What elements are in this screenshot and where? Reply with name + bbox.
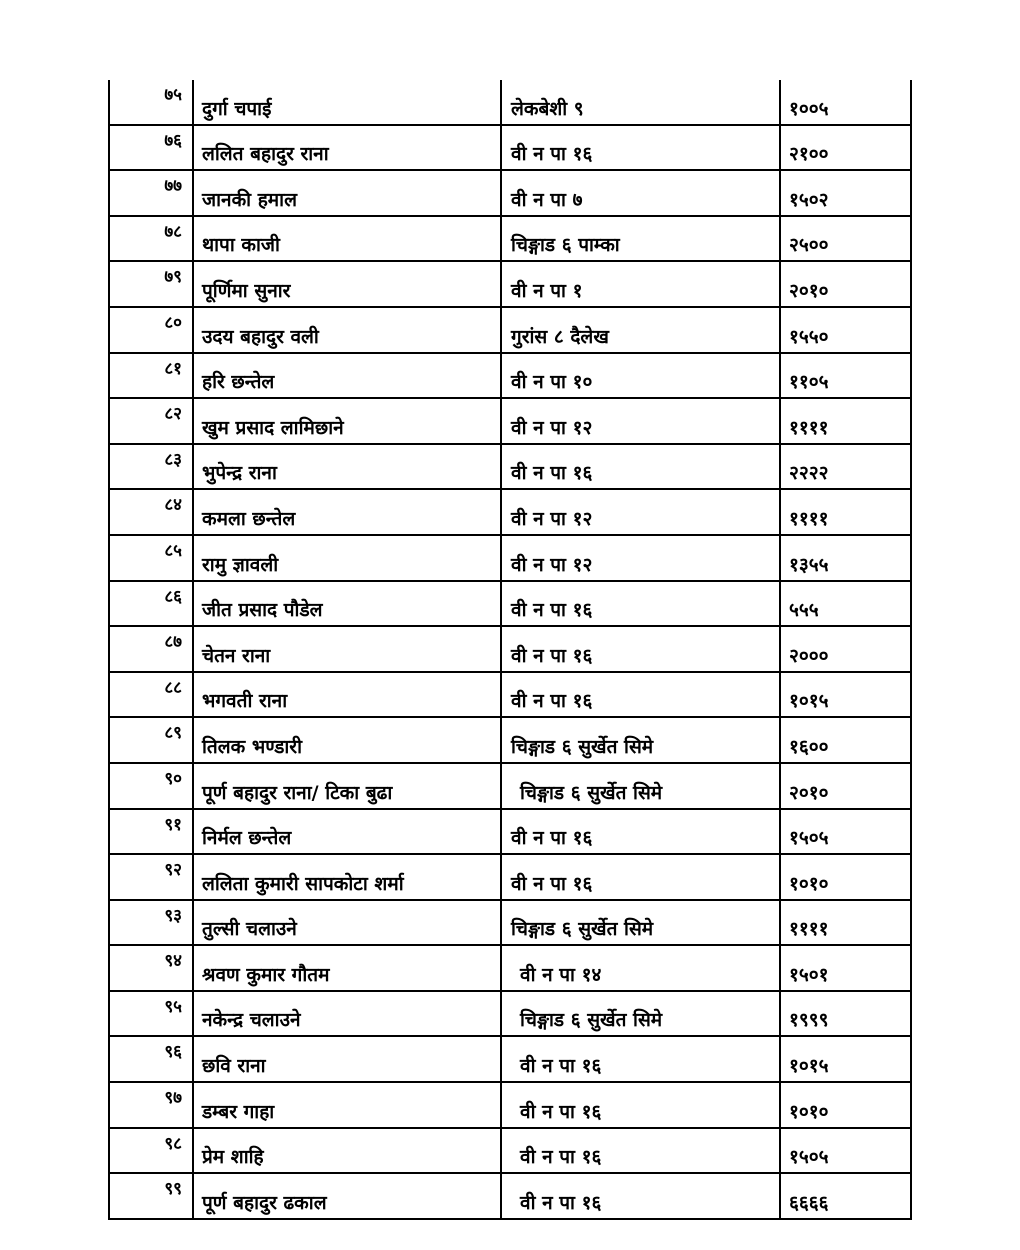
table-row [109,170,911,216]
address-cell: वी न पा १२ [501,489,780,535]
table-row [109,1173,911,1219]
serial-number-cell: ८७ [109,626,193,672]
serial-number-cell: ९२ [109,854,193,900]
amount-cell: २२२२ [780,444,911,490]
table-row [109,535,911,581]
amount-cell: १०१० [780,854,911,900]
address-cell: वी न पा १६ [501,1128,780,1174]
amount-cell: १०१५ [780,672,911,718]
amount-cell: २५०० [780,216,911,262]
address-cell: वी न पा १६ [501,1036,780,1082]
name-cell: श्रवण कुमार गौतम [193,945,501,991]
serial-number-cell: ८४ [109,489,193,535]
name-cell: उदय बहादुर वली [193,307,501,353]
name-cell: चेतन राना [193,626,501,672]
address-cell: चिङ्गाड ६ सुर्खेत सिमे [501,763,780,809]
serial-number-cell: ७७ [109,170,193,216]
amount-cell: २००० [780,626,911,672]
serial-number-cell: ७९ [109,261,193,307]
table-row [109,763,911,809]
amount-cell: ६६६६ [780,1173,911,1219]
address-cell: वी न पा १६ [501,581,780,627]
name-cell: रामु ज्ञावली [193,535,501,581]
name-cell: तिलक भण्डारी [193,717,501,763]
amount-cell: १०१० [780,1082,911,1128]
address-cell: वी न पा १६ [501,854,780,900]
name-cell: डम्बर गाहा [193,1082,501,1128]
amount-cell: १०१५ [780,1036,911,1082]
serial-number-cell: ९८ [109,1128,193,1174]
address-cell: वी न पा १४ [501,945,780,991]
table-row [109,489,911,535]
name-cell: जानकी हमाल [193,170,501,216]
table-row [109,626,911,672]
serial-number-cell: ९४ [109,945,193,991]
amount-cell: १९९९ [780,991,911,1037]
table-row [109,900,911,946]
serial-number-cell: ८३ [109,444,193,490]
amount-cell: १६०० [780,717,911,763]
serial-number-cell: ८१ [109,353,193,399]
amount-cell: ११११ [780,489,911,535]
serial-number-cell: ८५ [109,535,193,581]
table-row [109,353,911,399]
address-cell: चिङ्गाड ६ सुर्खेत सिमे [501,900,780,946]
name-cell: ललिता कुमारी सापकोटा शर्मा [193,854,501,900]
table-row [109,444,911,490]
name-cell: जीत प्रसाद पौडेल [193,581,501,627]
table-row [109,717,911,763]
serial-number-cell: ९५ [109,991,193,1037]
amount-cell: १५०५ [780,809,911,855]
address-cell: वी न पा १६ [501,1173,780,1219]
serial-number-cell: ८६ [109,581,193,627]
address-cell: चिङ्गाड ६ पाम्का [501,216,780,262]
address-cell: वी न पा ७ [501,170,780,216]
serial-number-cell: ९३ [109,900,193,946]
table-row [109,581,911,627]
serial-number-cell: ७८ [109,216,193,262]
serial-number-cell: ९० [109,763,193,809]
serial-number-cell: ९६ [109,1036,193,1082]
table-row [109,1036,911,1082]
serial-number-cell: ९९ [109,1173,193,1219]
serial-number-cell: ८९ [109,717,193,763]
name-cell: दुर्गा चपाई [193,80,501,125]
table-row [109,125,911,171]
amount-cell: १५५० [780,307,911,353]
amount-cell: २०१० [780,261,911,307]
amount-cell: १००५ [780,80,911,125]
table-row [109,307,911,353]
address-cell: वी न पा १६ [501,672,780,718]
table-row [109,1082,911,1128]
address-cell: चिङ्गाड ६ सुर्खेत सिमे [501,717,780,763]
name-cell: निर्मल छन्तेल [193,809,501,855]
name-cell: कमला छन्तेल [193,489,501,535]
address-cell: वी न पा १६ [501,626,780,672]
address-cell: वी न पा १२ [501,398,780,444]
serial-number-cell: ८० [109,307,193,353]
name-cell: प्रेम शाहि [193,1128,501,1174]
table-row [109,854,911,900]
serial-number-cell: ७५ [109,80,193,125]
name-cell: पूर्ण बहादुर राना/ टिका बुढा [193,763,501,809]
address-cell: वी न पा १२ [501,535,780,581]
address-cell: वी न पा १६ [501,1082,780,1128]
donor-table-body [109,80,911,1219]
table-row [109,216,911,262]
name-cell: नकेन्द्र चलाउने [193,991,501,1037]
address-cell: वी न पा १६ [501,125,780,171]
table-row [109,991,911,1037]
address-cell: गुरांस ८ दैलेख [501,307,780,353]
table-row [109,945,911,991]
table-row [109,809,911,855]
amount-cell: १३५५ [780,535,911,581]
amount-cell: १५०१ [780,945,911,991]
name-cell: तुल्सी चलाउने [193,900,501,946]
amount-cell: ११११ [780,398,911,444]
amount-cell: १५०२ [780,170,911,216]
name-cell: थापा काजी [193,216,501,262]
serial-number-cell: ८८ [109,672,193,718]
table-row [109,261,911,307]
table-row [109,398,911,444]
amount-cell: ५५५ [780,581,911,627]
table-row [109,80,911,125]
address-cell: वी न पा १६ [501,809,780,855]
serial-number-cell: ७६ [109,125,193,171]
address-cell: लेकबेशी ९ [501,80,780,125]
address-cell: वी न पा १० [501,353,780,399]
name-cell: खुम प्रसाद लामिछाने [193,398,501,444]
amount-cell: २१०० [780,125,911,171]
name-cell: भुपेन्द्र राना [193,444,501,490]
serial-number-cell: ९१ [109,809,193,855]
name-cell: छवि राना [193,1036,501,1082]
name-cell: पूर्णिमा सुनार [193,261,501,307]
amount-cell: २०१० [780,763,911,809]
name-cell: पूर्ण बहादुर ढकाल [193,1173,501,1219]
donor-table [108,80,912,1220]
amount-cell: ११०५ [780,353,911,399]
table-row [109,672,911,718]
amount-cell: ११११ [780,900,911,946]
serial-number-cell: ९७ [109,1082,193,1128]
address-cell: वी न पा १ [501,261,780,307]
serial-number-cell: ८२ [109,398,193,444]
name-cell: ललित बहादुर राना [193,125,501,171]
table-row [109,1128,911,1174]
name-cell: भगवती राना [193,672,501,718]
name-cell: हरि छन्तेल [193,353,501,399]
amount-cell: १५०५ [780,1128,911,1174]
address-cell: वी न पा १६ [501,444,780,490]
address-cell: चिङ्गाड ६ सुर्खेत सिमे [501,991,780,1037]
